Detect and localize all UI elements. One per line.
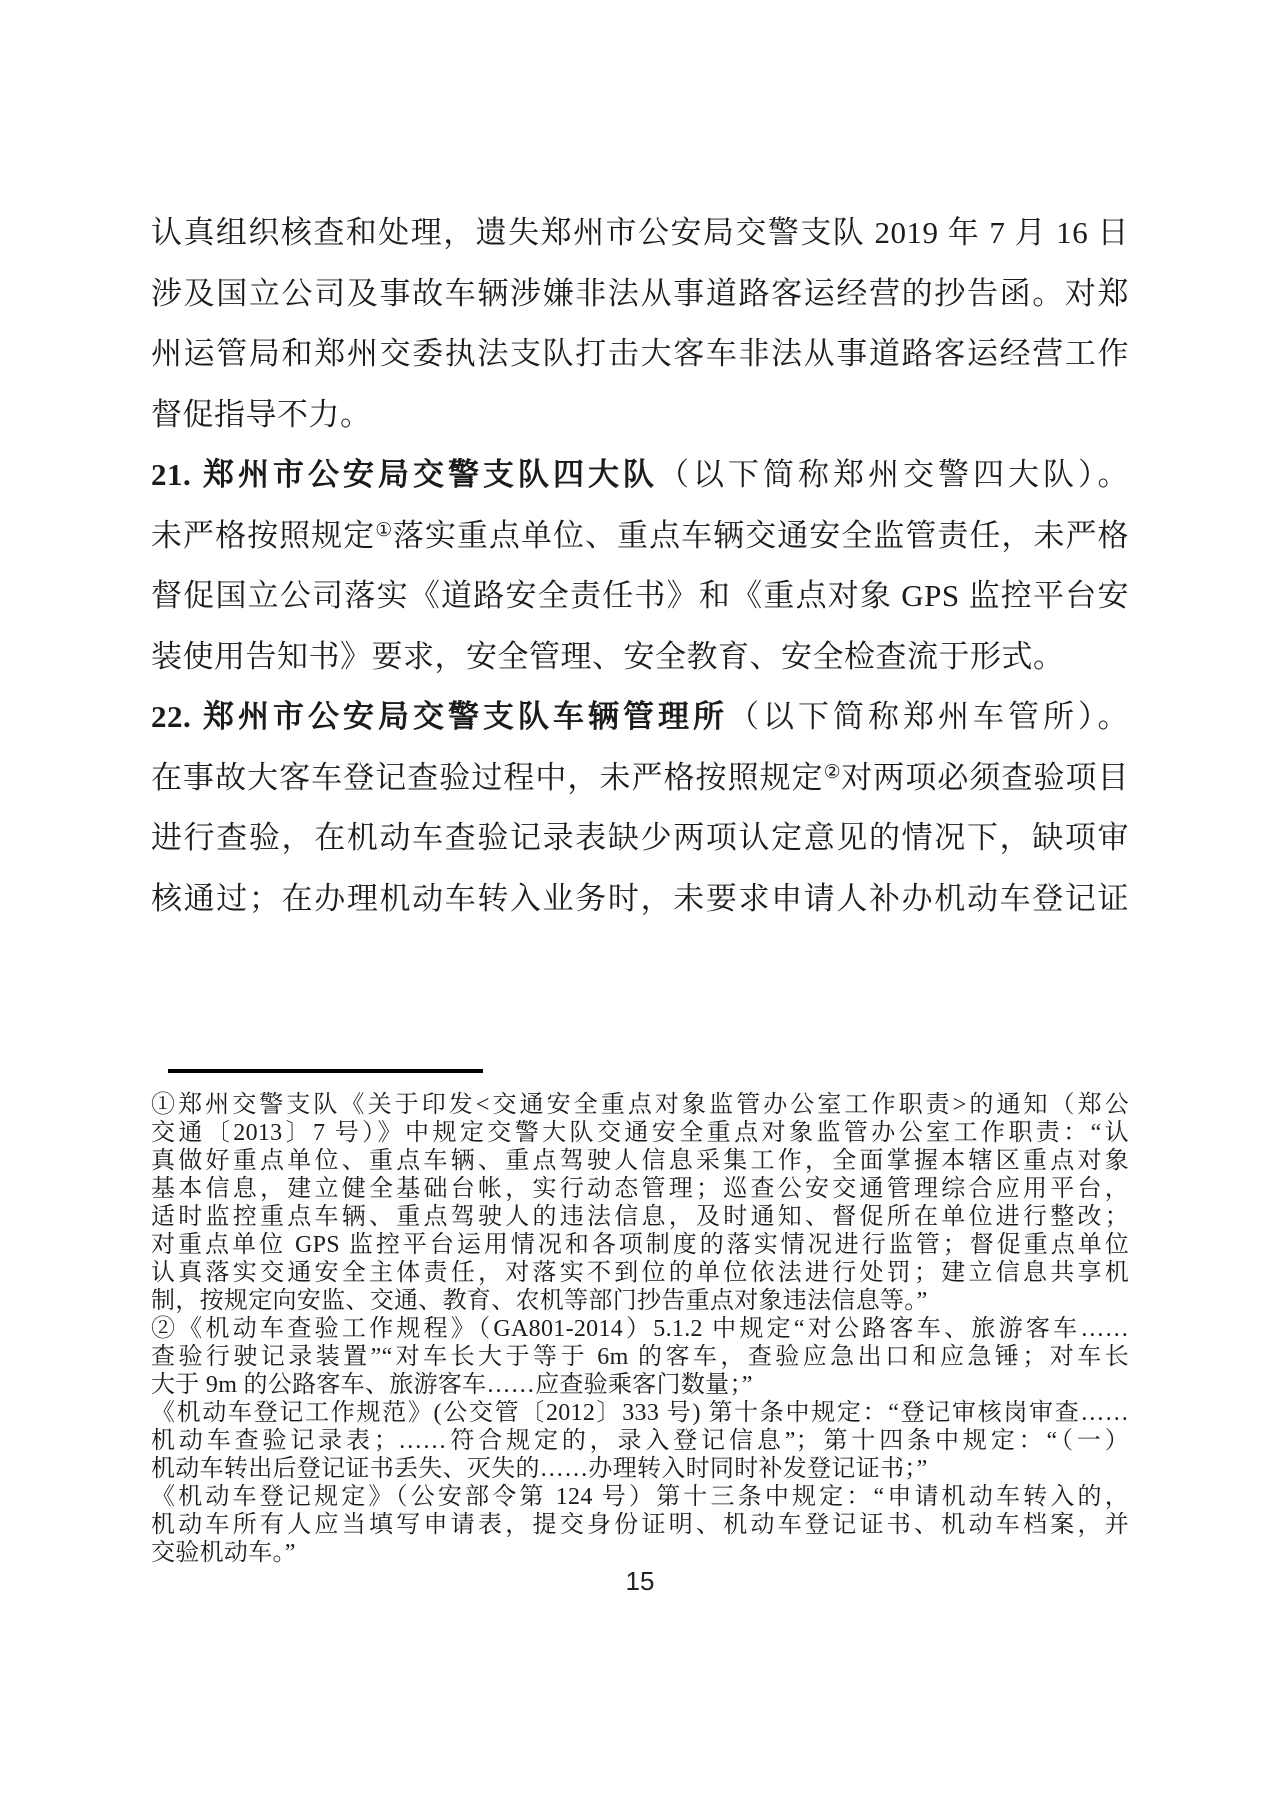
footnote-line: 交通〔2013〕7 号）》中规定交警大队交通安全重点对象监管办公室工作职责：“认 (151, 1120, 1129, 1146)
heading-21-bold: 21. 郑州市公安局交警支队四大队 (151, 457, 658, 492)
body-line: 州运管局和郑州交委执法支队打击大客车非法从事道路客运经营工作 (151, 336, 1129, 371)
heading-22-bold: 22. 郑州市公安局交警支队车辆管理所 (151, 699, 728, 734)
footnote-line: 交验机动车。” (151, 1540, 296, 1566)
footnote-line: 查验行驶记录装置”“对车长大于等于 6m 的客车，查验应急出口和应急锤；对车长 (151, 1344, 1129, 1370)
body-text (151, 203, 1129, 929)
body-line: 认真组织核查和处理，遗失郑州市公安局交警支队 2019 年 7 月 16 日 (151, 215, 1129, 250)
footnote-line: 认真落实交通安全主体责任，对落实不到位的单位依法进行处罚；建立信息共享机 (151, 1260, 1129, 1286)
footnote-line: 《机动车登记工作规范》(公交管〔2012〕333 号) 第十条中规定：“登记审核岗审查…… (151, 1400, 1129, 1426)
body-line: 进行查验，在机动车查验记录表缺少两项认定意见的情况下，缺项审 (151, 820, 1129, 855)
page-number: 15 (625, 1566, 655, 1596)
footnote-line: ①郑州交警支队《关于印发<交通安全重点对象监管办公室工作职责>的通知（郑公 (151, 1092, 1129, 1118)
footnote-line: 机动车所有人应当填写申请表，提交身份证明、机动车登记证书、机动车档案，并 (151, 1512, 1129, 1538)
footnote-line: 真做好重点单位、重点车辆、重点驾驶人信息采集工作，全面掌握本辖区重点对象 (151, 1148, 1129, 1174)
body-line: 核通过；在办理机动车转入业务时，未要求申请人补办机动车登记证 (151, 880, 1129, 916)
body-segment: 在事故大客车登记查验过程中，未严格按照规定 (151, 759, 824, 795)
footnote-line: 《机动车登记规定》（公安部令第 124 号）第十三条中规定：“申请机动车转入的， (151, 1484, 1129, 1510)
body-line-heading-21 (151, 445, 1129, 506)
body-line: 装使用告知书》要求，安全管理、安全教育、安全检查流于形式。 (151, 638, 1065, 674)
heading-22-rest: （以下简称郑州车管所）。 (728, 699, 1129, 734)
footnote-line: 基本信息，建立健全基础台帐，实行动态管理；巡查公安交通管理综合应用平台， (151, 1176, 1129, 1202)
body-line: 督促国立公司落实《道路安全责任书》和《重点对象 GPS 监控平台安 (151, 578, 1129, 613)
heading-21-rest: （以下简称郑州交警四大队）。 (658, 457, 1129, 492)
footnote-separator (168, 1069, 483, 1073)
footnote-line: 制，按规定向安监、交通、教育、农机等部门抄告重点对象违法信息等。” (151, 1288, 928, 1314)
body-segment: 对两项必须查验项目 (841, 759, 1130, 795)
body-line (151, 748, 1129, 809)
body-segment: 落实重点单位、重点车辆交通安全监管责任，未严格 (392, 517, 1130, 553)
body-line: 督促指导不力。 (151, 396, 372, 432)
body-segment: 未严格按照规定 (151, 517, 376, 553)
footnote-line: 机动车转出后登记证书丢失、灭失的……办理转入时同时补发登记证书；” (151, 1456, 928, 1482)
footnote-line: 大于 9m 的公路客车、旅游客车……应查验乘客门数量；” (151, 1372, 753, 1398)
footnote-ref-1: ① (375, 519, 393, 541)
footnote-line: 机动车查验记录表；……符合规定的，录入登记信息”；第十四条中规定：“（一） (151, 1428, 1129, 1454)
footnote-line: ②《机动车查验工作规程》（GA801-2014）5.1.2 中规定“对公路客车、旅游客车…… (151, 1316, 1129, 1342)
body-line-heading-22 (151, 687, 1129, 748)
footnotes (151, 1091, 1129, 1567)
footnote-line: 对重点单位 GPS 监控平台运用情况和各项制度的落实情况进行监管；督促重点单位 (151, 1232, 1129, 1258)
footnote-line: 适时监控重点车辆、重点驾驶人的违法信息，及时通知、督促所在单位进行整改； (151, 1204, 1129, 1230)
body-line (151, 506, 1129, 567)
footnote-ref-2: ② (823, 761, 842, 783)
body-line: 涉及国立公司及事故车辆涉嫌非法从事道路客运经营的抄告函。对郑 (151, 275, 1129, 311)
